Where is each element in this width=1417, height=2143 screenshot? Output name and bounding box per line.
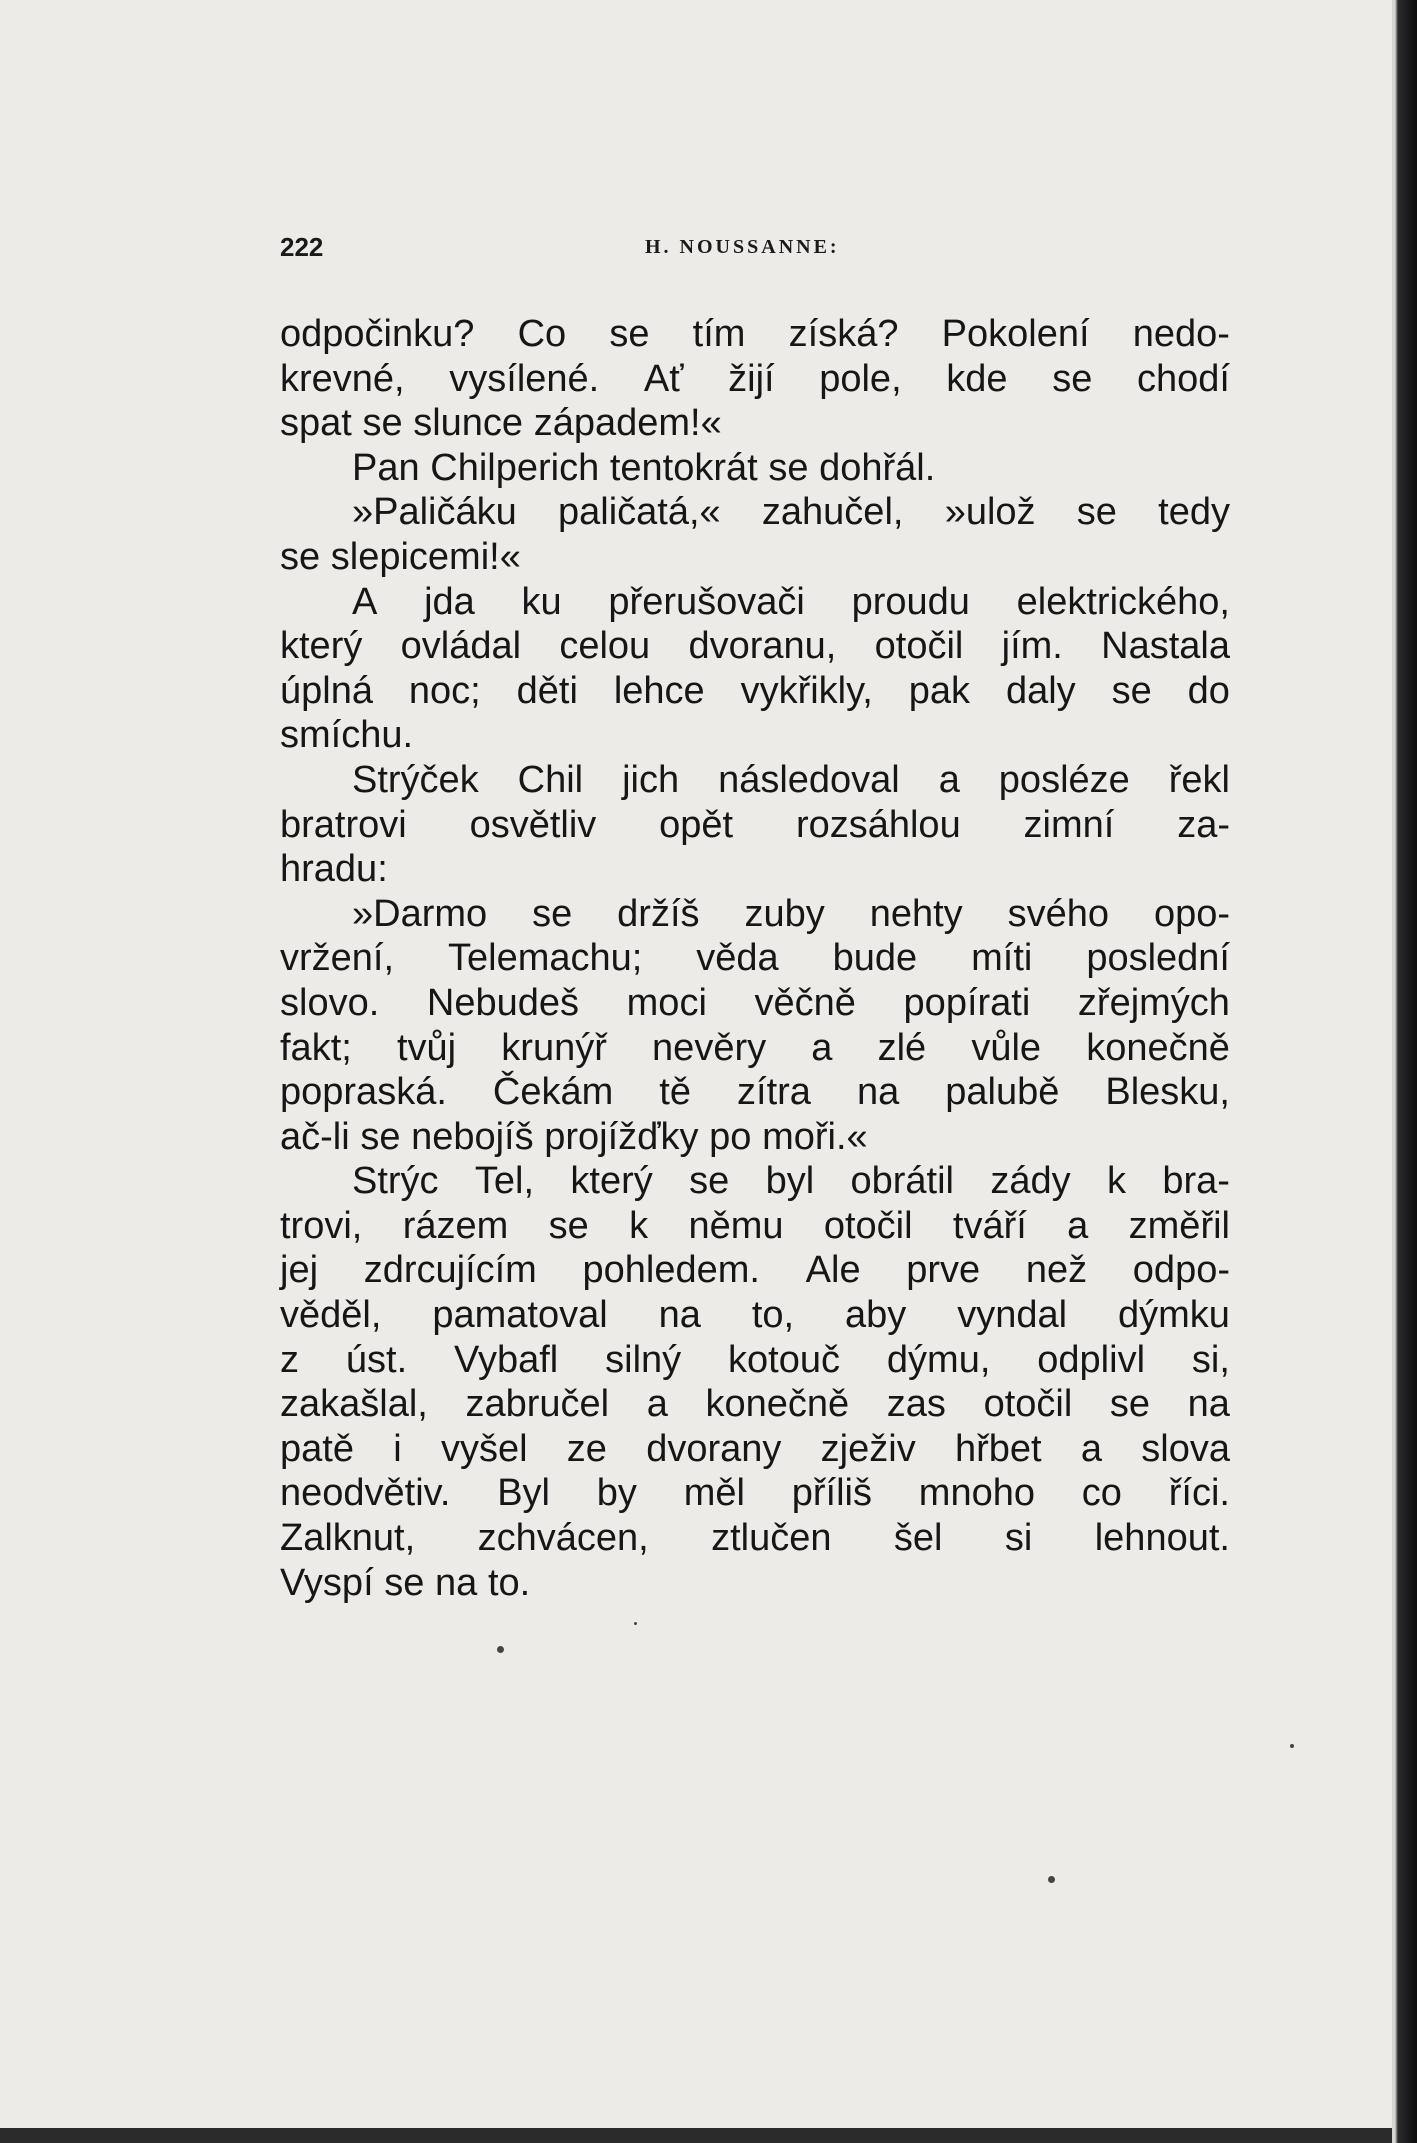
word: k	[629, 1204, 649, 1247]
word: ovládal	[400, 625, 522, 668]
word: tedy	[1158, 491, 1230, 534]
word: to.	[487, 1561, 531, 1604]
ink-speck	[1048, 1876, 1055, 1883]
word: než	[1025, 1249, 1088, 1292]
text-line	[280, 1026, 1230, 1071]
text-line	[280, 1471, 1230, 1516]
word: tentokrát	[609, 446, 758, 489]
word: jej	[280, 1249, 319, 1292]
word: míti	[971, 937, 1033, 980]
word: spat	[280, 402, 352, 445]
word: pak	[908, 669, 971, 712]
word: otočil	[874, 625, 964, 668]
word: pohledem.	[582, 1249, 760, 1292]
word: »ulož	[944, 491, 1036, 534]
word: zítra	[737, 1071, 811, 1114]
text-line	[280, 1561, 1230, 1606]
word: jich	[622, 758, 680, 801]
word: mnoho	[918, 1472, 1035, 1515]
word: po	[709, 1115, 752, 1158]
word: moři.«	[762, 1115, 868, 1158]
word: pole,	[819, 357, 902, 400]
word: z	[280, 1338, 299, 1381]
word: palubě	[945, 1071, 1060, 1114]
ink-speck	[634, 1622, 637, 1625]
word: si,	[1191, 1338, 1230, 1381]
word: nebojíš	[411, 1115, 534, 1158]
word: svého	[1007, 892, 1109, 935]
ink-speck	[497, 1646, 504, 1653]
text-line	[280, 1516, 1230, 1561]
word: se	[360, 1115, 401, 1158]
word: vykřikly,	[740, 669, 873, 712]
word: celou	[559, 625, 651, 668]
word: krunýř	[501, 1026, 607, 1069]
text-line	[280, 669, 1230, 714]
word: se	[384, 1561, 425, 1604]
word: nedo-	[1132, 313, 1230, 355]
word: změřil	[1128, 1204, 1230, 1247]
word: dohřál.	[819, 446, 936, 489]
word: byl	[765, 1160, 815, 1203]
word: měl	[683, 1472, 745, 1515]
word: konečně	[705, 1383, 850, 1426]
word: hřbet	[954, 1427, 1042, 1470]
running-head: H. NOUSSANNE:	[645, 236, 840, 258]
text-line	[280, 981, 1230, 1026]
text-line	[280, 535, 1230, 580]
word: říci.	[1168, 1472, 1230, 1515]
word: zády	[990, 1160, 1071, 1203]
word: vyndal	[957, 1294, 1068, 1337]
word: se	[532, 892, 573, 935]
text-line	[280, 1115, 1230, 1160]
word: zježiv	[820, 1427, 916, 1470]
word: jda	[424, 580, 475, 623]
word: k	[1106, 1160, 1126, 1203]
word: odpočinku?	[280, 313, 475, 355]
word: se	[689, 1160, 730, 1203]
text-line	[280, 892, 1230, 937]
word: trovi,	[280, 1204, 363, 1247]
word: dýmu,	[886, 1338, 991, 1381]
word: Pokolení	[941, 313, 1090, 355]
word: Vybafl	[454, 1338, 559, 1381]
word: bra-	[1162, 1160, 1230, 1203]
word: by	[596, 1472, 637, 1515]
word: pamatoval	[432, 1294, 608, 1337]
word: silný	[605, 1338, 682, 1381]
word: dvorany	[646, 1427, 782, 1470]
word: Vyspí	[280, 1561, 374, 1604]
word: za-	[1177, 803, 1230, 846]
word: si	[1004, 1517, 1033, 1560]
word: slovo.	[280, 981, 380, 1024]
word: žijí	[728, 357, 775, 400]
word: co	[1081, 1472, 1122, 1515]
word: se	[1109, 1383, 1151, 1426]
text-line	[280, 1338, 1230, 1383]
word: šel	[893, 1517, 943, 1560]
text-line	[280, 312, 1230, 357]
word: slepicemi!«	[330, 535, 521, 578]
text-line	[280, 1248, 1230, 1293]
word: vůle	[971, 1026, 1042, 1069]
word: následoval	[718, 758, 900, 801]
word: paličatá,«	[558, 491, 721, 534]
word: »Paličáku	[352, 491, 517, 534]
word: na	[856, 1071, 900, 1114]
text-line	[280, 357, 1230, 402]
word: a	[938, 758, 960, 801]
word: tvůj	[396, 1026, 457, 1069]
word: se	[1052, 357, 1093, 400]
word: A	[352, 580, 378, 623]
word: se	[1111, 669, 1152, 712]
text-line	[280, 758, 1230, 803]
word: vržení,	[280, 937, 395, 980]
word: elektrického,	[1016, 580, 1230, 623]
word: Telemachu;	[448, 937, 643, 980]
word: dýmku	[1118, 1294, 1230, 1337]
word: tváří	[952, 1204, 1027, 1247]
word: patě	[280, 1427, 354, 1470]
word: zas	[886, 1383, 946, 1426]
word: Nastala	[1101, 625, 1230, 668]
word: se	[1076, 491, 1117, 534]
word: popraská.	[280, 1071, 447, 1114]
word: na	[1187, 1383, 1230, 1426]
word: noc;	[408, 669, 481, 712]
text-line	[280, 1204, 1230, 1249]
word: do	[1187, 669, 1230, 712]
word: držíš	[617, 892, 700, 935]
word: otočil	[983, 1383, 1073, 1426]
word: se	[768, 446, 809, 489]
word: zdrcujícím	[363, 1249, 537, 1292]
word: nehty	[869, 892, 963, 935]
word: rozsáhlou	[795, 803, 961, 846]
word: vysílené.	[449, 357, 600, 400]
word: Byl	[497, 1472, 550, 1515]
word: zuby	[744, 892, 825, 935]
word: popírati	[903, 981, 1031, 1024]
word: aby	[845, 1294, 907, 1337]
word: posléze	[998, 758, 1130, 801]
word: západem!«	[533, 402, 722, 445]
word: kde	[946, 357, 1008, 400]
word: zimní	[1023, 803, 1115, 846]
page-bottom-shadow	[0, 2128, 1392, 2143]
word: Chil	[517, 758, 584, 801]
word: »Darmo	[352, 892, 488, 935]
word: rázem	[402, 1204, 509, 1247]
word: hradu:	[280, 848, 388, 891]
text-line	[280, 1293, 1230, 1338]
word: fakt;	[280, 1026, 352, 1069]
word: a	[646, 1383, 668, 1426]
text-line	[280, 803, 1230, 848]
word: moci	[626, 981, 707, 1024]
word: věda	[696, 937, 779, 980]
word: poslední	[1086, 937, 1230, 980]
word: bratrovi	[280, 803, 407, 846]
word: úst.	[345, 1338, 408, 1381]
word: Pan	[352, 446, 420, 489]
word: se	[280, 535, 321, 578]
word: se	[362, 402, 403, 445]
word: přerušovači	[608, 580, 805, 623]
word: krevné,	[280, 357, 405, 400]
word: zchvácen,	[477, 1517, 649, 1560]
word: zakašlal,	[280, 1383, 428, 1426]
word: ze	[566, 1427, 607, 1470]
text-line	[280, 1159, 1230, 1204]
word: projížďky	[544, 1115, 699, 1158]
word: tě	[659, 1071, 691, 1114]
text-line	[280, 446, 1230, 491]
text-line	[280, 1070, 1230, 1115]
word: děti	[516, 669, 578, 712]
word: Ať	[643, 357, 684, 400]
word: který	[280, 625, 363, 668]
word: Strýc	[352, 1160, 439, 1203]
word: neodvětiv.	[280, 1472, 451, 1515]
word: ač-li	[280, 1115, 350, 1158]
word: to,	[751, 1294, 795, 1337]
word: Nebudeš	[426, 981, 580, 1024]
word: se	[548, 1204, 589, 1247]
word: získá?	[788, 313, 899, 355]
word: Ale	[805, 1249, 861, 1292]
word: osvětliv	[469, 803, 597, 846]
word: dvoranu,	[688, 625, 837, 668]
word: tím	[692, 313, 746, 355]
word: ztlučen	[711, 1517, 832, 1560]
word: obrátil	[850, 1160, 954, 1203]
word: odpo-	[1132, 1249, 1230, 1292]
word: příliš	[791, 1472, 872, 1515]
word: a	[1067, 1204, 1089, 1247]
word: Strýček	[352, 758, 479, 801]
text-line	[280, 713, 1230, 758]
word: proudu	[851, 580, 970, 623]
word: kotouč	[728, 1338, 841, 1381]
word: ku	[521, 580, 562, 623]
text-line	[280, 1382, 1230, 1427]
page-header	[280, 232, 1228, 272]
word: Zalknut,	[280, 1517, 416, 1560]
word: věděl,	[280, 1294, 382, 1337]
word: řekl	[1168, 758, 1230, 801]
word: Tel,	[474, 1160, 535, 1203]
word: nevěry	[652, 1026, 767, 1069]
word: zřejmých	[1077, 981, 1230, 1024]
word: zlé	[877, 1026, 927, 1069]
text-line	[280, 580, 1230, 625]
word: i	[393, 1427, 402, 1470]
word: a	[1080, 1427, 1102, 1470]
word: lehce	[613, 669, 705, 712]
word: odplivl	[1037, 1338, 1146, 1381]
word: daly	[1005, 669, 1076, 712]
word: prve	[906, 1249, 981, 1292]
word: úplná	[280, 669, 373, 712]
text-line	[280, 1427, 1230, 1472]
text-line	[280, 401, 1230, 446]
word: Čekám	[492, 1071, 614, 1114]
word: chodí	[1136, 357, 1230, 400]
word: lehnout.	[1094, 1517, 1230, 1560]
word: zahučel,	[761, 491, 904, 534]
word: vyšel	[440, 1427, 528, 1470]
word: který	[570, 1160, 653, 1203]
word: Co	[517, 313, 567, 355]
word: Blesku,	[1105, 1071, 1230, 1114]
word: na	[658, 1294, 701, 1337]
text-line	[280, 624, 1230, 669]
word: jím.	[1001, 625, 1063, 668]
text-line	[280, 936, 1230, 981]
word: se	[609, 313, 650, 355]
word: němu	[688, 1204, 784, 1247]
word: věčně	[754, 981, 856, 1024]
word: otočil	[823, 1204, 913, 1247]
word: opo-	[1153, 892, 1230, 935]
text-line	[280, 847, 1230, 892]
text-line	[280, 490, 1230, 535]
word: zabručel	[465, 1383, 610, 1426]
word: opět	[659, 803, 734, 846]
word: Chilperich	[430, 446, 600, 489]
word: na	[435, 1561, 478, 1604]
word: smíchu.	[280, 714, 414, 757]
ink-speck	[1290, 1744, 1294, 1748]
page-edge-shadow	[1392, 0, 1417, 2143]
word: slova	[1141, 1427, 1230, 1470]
body-text	[280, 312, 1230, 1605]
word: slunce	[413, 402, 524, 445]
word: konečně	[1086, 1026, 1230, 1069]
page-number: 222	[280, 232, 324, 262]
word: bude	[832, 937, 918, 980]
word: a	[811, 1026, 833, 1069]
